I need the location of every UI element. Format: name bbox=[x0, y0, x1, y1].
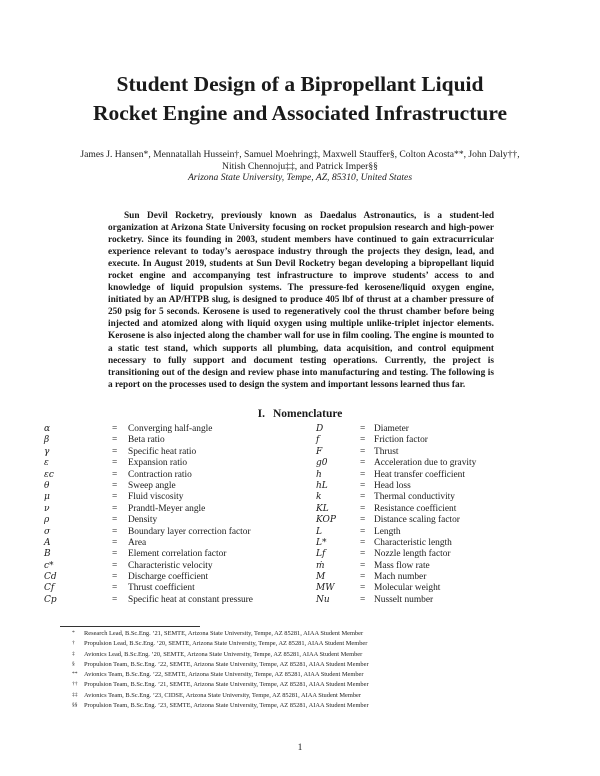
nomenclature-definition: Converging half-angle bbox=[128, 424, 213, 434]
nomenclature-equals: = bbox=[360, 435, 366, 446]
footnote-text: Avionics Lead, B.Sc.Eng. ’20, SEMTE, Arizona State University, Tempe, AZ 85281, AIAA Student Member bbox=[84, 650, 363, 658]
nomenclature-symbol: A bbox=[44, 537, 51, 548]
nomenclature-symbol: ν bbox=[44, 503, 50, 514]
title-line-1: Student Design of a Bipropellant Liquid bbox=[116, 72, 484, 96]
nomenclature-equals: = bbox=[360, 549, 366, 560]
nomenclature-symbol: β bbox=[44, 435, 50, 446]
nomenclature-definition: Nozzle length factor bbox=[374, 549, 451, 560]
nomenclature-row bbox=[44, 481, 294, 492]
nomenclature-symbol: γ bbox=[44, 446, 50, 457]
nomenclature-definition: Sweep angle bbox=[128, 480, 176, 491]
nomenclature-symbol: Nu bbox=[316, 594, 330, 605]
nomenclature-equals: = bbox=[360, 560, 366, 571]
nomenclature-equals: = bbox=[360, 424, 366, 434]
nomenclature-definition: Specific heat at constant pressure bbox=[128, 594, 253, 605]
nomenclature-symbol: h bbox=[316, 469, 322, 480]
nomenclature-definition: Thrust bbox=[374, 446, 399, 457]
footnote-mark: § bbox=[72, 660, 75, 667]
nomenclature-equals: = bbox=[112, 572, 118, 583]
nomenclature-equals: = bbox=[360, 537, 366, 548]
nomenclature-equals: = bbox=[112, 492, 118, 503]
nomenclature-row bbox=[316, 481, 566, 492]
nomenclature-row bbox=[44, 515, 294, 526]
nomenclature-row bbox=[44, 595, 294, 606]
nomenclature-definition: Mass flow rate bbox=[374, 560, 430, 571]
nomenclature-equals: = bbox=[360, 572, 366, 583]
nomenclature-definition: Beta ratio bbox=[128, 435, 165, 446]
nomenclature-row bbox=[316, 561, 566, 572]
nomenclature-equals: = bbox=[112, 424, 118, 434]
authors-line-1: James J. Hansen*, Mennatallah Hussein†, Samuel Moehring‡, Maxwell Stauffer§, Colton Acosta**, John Daly††, bbox=[80, 149, 520, 160]
nomenclature-row bbox=[316, 527, 566, 538]
section-title: Nomenclature bbox=[272, 408, 343, 420]
footnote-text: Avionics Team, B.Sc.Eng. ’22, SEMTE, Arizona State University, Tempe, AZ 85281, AIAA Student Member bbox=[84, 671, 364, 679]
nomenclature-equals: = bbox=[112, 594, 118, 605]
nomenclature-definition: Expansion ratio bbox=[128, 458, 188, 469]
nomenclature-symbol: σ bbox=[44, 526, 51, 537]
footnote bbox=[72, 680, 542, 690]
nomenclature-symbol: Cd bbox=[44, 572, 57, 583]
nomenclature-symbol: Cf bbox=[44, 583, 55, 594]
nomenclature-row bbox=[44, 583, 294, 594]
nomenclature-row bbox=[316, 572, 566, 583]
nomenclature-definition: Head loss bbox=[374, 480, 411, 491]
nomenclature-definition: Heat transfer coefficient bbox=[374, 469, 465, 480]
nomenclature-symbol: ρ bbox=[44, 515, 50, 526]
page-number: 1 bbox=[297, 742, 303, 753]
nomenclature-definition: Area bbox=[128, 537, 147, 548]
section-heading bbox=[0, 408, 600, 420]
nomenclature-definition: Characteristic velocity bbox=[128, 560, 213, 571]
nomenclature-equals: = bbox=[360, 480, 366, 491]
nomenclature-equals: = bbox=[112, 458, 118, 469]
footnote-text: Propulsion Team, B.Sc.Eng. ’22, SEMTE, Arizona State University, Tempe, AZ 85281, AIAA Student Member bbox=[84, 660, 369, 668]
nomenclature-row bbox=[44, 435, 294, 446]
footnote-text: Propulsion Team, B.Sc.Eng. ’23, SEMTE, Arizona State University, Tempe, AZ 85281, AIAA Student Member bbox=[84, 702, 369, 710]
nomenclature-equals: = bbox=[360, 526, 366, 537]
nomenclature-equals: = bbox=[112, 446, 118, 457]
nomenclature-definition: Prandtl-Meyer angle bbox=[128, 503, 206, 514]
footnote bbox=[72, 629, 542, 639]
section-number: I. bbox=[257, 408, 265, 420]
nomenclature-definition: Fluid viscosity bbox=[128, 492, 184, 503]
nomenclature-equals: = bbox=[360, 492, 366, 503]
nomenclature-row bbox=[44, 549, 294, 560]
nomenclature-row bbox=[44, 527, 294, 538]
nomenclature-symbol: M bbox=[316, 572, 326, 583]
nomenclature-symbol: f bbox=[316, 435, 320, 446]
footnote-rule bbox=[60, 626, 200, 627]
nomenclature-definition: Length bbox=[374, 526, 401, 537]
nomenclature-symbol: hL bbox=[316, 480, 328, 491]
footnote-mark: ‡ bbox=[72, 650, 75, 657]
nomenclature-equals: = bbox=[112, 560, 118, 571]
title-line-2: Rocket Engine and Associated Infrastructure bbox=[92, 101, 508, 125]
paper-title bbox=[60, 70, 540, 128]
nomenclature-symbol: α bbox=[44, 424, 51, 434]
nomenclature-row bbox=[44, 424, 294, 435]
nomenclature-definition: Acceleration due to gravity bbox=[374, 458, 477, 469]
nomenclature-symbol: D bbox=[316, 424, 324, 434]
nomenclature-equals: = bbox=[360, 594, 366, 605]
nomenclature-definition: Mach number bbox=[374, 572, 427, 583]
nomenclature-symbol: F bbox=[316, 446, 323, 457]
nomenclature-symbol: εc bbox=[44, 469, 54, 480]
nomenclature-symbol: B bbox=[44, 549, 51, 560]
nomenclature-definition: Characteristic length bbox=[374, 537, 452, 548]
nomenclature-symbol: KOP bbox=[316, 515, 336, 526]
nomenclature-equals: = bbox=[360, 515, 366, 526]
abstract: Sun Devil Rocketry, previously known as Daedalus Astronautics, is a student-led organization at Arizona State University focusing on rocket propulsion research and high-power rocketry. Since its founding in 2003, student members have continued to gain extracurricular experience relevant to today’s aerospace industry through the projects they design, lead, and execute. In August 2019, students at Sun Devil Rocketry began developing a bipropellant liquid rocket engine and accompanying test infrastructure to improve students’ access to and knowledge of liquid propulsion systems. The pressure-fed kerosene/liquid oxygen engine, initiated by an AP/HTPB slug, is designed to produce 405 lbf of thrust at a chamber pressure of 250 psig for 5 seconds. Kerosene is used to regeneratively cool the thrust chamber before being injected and atomized along with liquid oxygen using multiple unlike-triplet injector elements. Kerosene is also injected along the chamber wall for use in film cooling. The engine is mounted to a static test stand, which supports all plumbing, data acquisition, and control equipment necessary to fully support and document testing operations. Currently, the project is transitioning out of the design and review phase into manufacturing and testing. The following is a report on the processes used to design the system and important lessons learned thus far. bbox=[108, 211, 494, 390]
author-list bbox=[70, 149, 530, 172]
nomenclature-definition: Molecular weight bbox=[374, 583, 441, 594]
footnote-mark: §§ bbox=[72, 702, 78, 709]
footnote-mark: †† bbox=[72, 681, 78, 688]
nomenclature-symbol: L bbox=[316, 526, 322, 537]
affiliation: Arizona State University, Tempe, AZ, 85310, United States bbox=[187, 172, 413, 183]
nomenclature-row bbox=[316, 549, 566, 560]
nomenclature-row bbox=[316, 583, 566, 594]
nomenclature-symbol: MW bbox=[316, 583, 335, 594]
nomenclature-row bbox=[44, 561, 294, 572]
nomenclature-symbol: μ bbox=[44, 492, 50, 503]
footnote-text: Avionics Team, B.Sc.Eng. ’23, CIDSE, Arizona State University, Tempe, AZ 85281, AIAA Student Member bbox=[84, 691, 362, 699]
footnote bbox=[72, 670, 542, 680]
nomenclature-equals: = bbox=[112, 480, 118, 491]
nomenclature-equals: = bbox=[112, 549, 118, 560]
footnote bbox=[72, 701, 542, 711]
nomenclature-row bbox=[44, 572, 294, 583]
nomenclature-definition: Boundary layer correction factor bbox=[128, 526, 251, 537]
nomenclature-definition: Density bbox=[128, 515, 158, 526]
footnote-list bbox=[72, 629, 542, 711]
footnote bbox=[72, 691, 542, 701]
nomenclature-row bbox=[44, 458, 294, 469]
nomenclature-symbol: Lf bbox=[316, 549, 326, 560]
nomenclature-definition: Element correlation factor bbox=[128, 549, 227, 560]
nomenclature-equals: = bbox=[360, 458, 366, 469]
nomenclature-row bbox=[316, 458, 566, 469]
authors-line-2: Nitish Chennoju‡‡, and Patrick Imper§§ bbox=[222, 160, 378, 172]
nomenclature-symbol: ṁ bbox=[316, 560, 325, 571]
nomenclature-definition: Thermal conductivity bbox=[374, 492, 455, 503]
nomenclature-definition: Specific heat ratio bbox=[128, 446, 197, 457]
nomenclature-row bbox=[44, 470, 294, 481]
nomenclature-row bbox=[316, 538, 566, 549]
nomenclature-definition: Diameter bbox=[374, 424, 409, 434]
footnote-text: Propulsion Team, B.Sc.Eng. ’21, SEMTE, Arizona State University, Tempe, AZ 85281, AIAA Student Member bbox=[84, 681, 369, 689]
nomenclature-row bbox=[316, 447, 566, 458]
nomenclature-definition: Discharge coefficient bbox=[128, 572, 209, 583]
nomenclature-equals: = bbox=[360, 469, 366, 480]
nomenclature-equals: = bbox=[112, 537, 118, 548]
footnote-mark: ** bbox=[72, 671, 78, 678]
footnote-mark: * bbox=[72, 630, 75, 636]
nomenclature-left-column bbox=[44, 424, 294, 606]
nomenclature-symbol: g0 bbox=[316, 458, 328, 469]
footnote-mark: ‡‡ bbox=[72, 691, 78, 698]
nomenclature-symbol: KL bbox=[316, 503, 329, 514]
nomenclature-row bbox=[316, 470, 566, 481]
nomenclature-equals: = bbox=[112, 583, 118, 594]
nomenclature-equals: = bbox=[360, 446, 366, 457]
nomenclature-equals: = bbox=[360, 503, 366, 514]
nomenclature-equals: = bbox=[360, 583, 366, 594]
nomenclature-definition: Friction factor bbox=[374, 435, 428, 446]
nomenclature-row bbox=[44, 447, 294, 458]
nomenclature-row bbox=[316, 515, 566, 526]
nomenclature-row bbox=[44, 504, 294, 515]
nomenclature-equals: = bbox=[112, 503, 118, 514]
nomenclature-definition: Thrust coefficient bbox=[128, 583, 195, 594]
nomenclature-row bbox=[44, 492, 294, 503]
nomenclature-symbol: ε bbox=[44, 458, 49, 469]
nomenclature-row bbox=[316, 424, 566, 435]
nomenclature-equals: = bbox=[112, 435, 118, 446]
nomenclature-definition: Resistance coefficient bbox=[374, 503, 457, 514]
nomenclature-right-column bbox=[316, 424, 566, 606]
footnote-text: Propulsion Lead, B.Sc.Eng. ’20, SEMTE, Arizona State University, Tempe, AZ 85281, AIAA Student Member bbox=[84, 640, 368, 648]
footnote-mark: † bbox=[72, 640, 75, 647]
nomenclature-row bbox=[44, 538, 294, 549]
nomenclature-definition: Nusselt number bbox=[374, 594, 434, 605]
nomenclature-row bbox=[316, 504, 566, 515]
nomenclature-row bbox=[316, 492, 566, 503]
nomenclature-symbol: k bbox=[316, 492, 322, 503]
nomenclature-symbol: c* bbox=[44, 560, 54, 571]
nomenclature-equals: = bbox=[112, 469, 118, 480]
nomenclature-symbol: θ bbox=[44, 480, 50, 491]
footnote bbox=[72, 639, 542, 649]
nomenclature-equals: = bbox=[112, 515, 118, 526]
nomenclature-definition: Distance scaling factor bbox=[374, 515, 460, 526]
footnote-text: Research Lead, B.Sc.Eng. ’21, SEMTE, Arizona State University, Tempe, AZ 85281, AIAA Student Member bbox=[84, 630, 364, 637]
nomenclature-equals: = bbox=[112, 526, 118, 537]
nomenclature-symbol: Cp bbox=[44, 594, 57, 605]
nomenclature-row bbox=[316, 435, 566, 446]
nomenclature-row bbox=[316, 595, 566, 606]
nomenclature-definition: Contraction ratio bbox=[128, 469, 192, 480]
footnote bbox=[72, 650, 542, 660]
nomenclature-symbol: L* bbox=[316, 537, 327, 548]
footnote bbox=[72, 660, 542, 670]
